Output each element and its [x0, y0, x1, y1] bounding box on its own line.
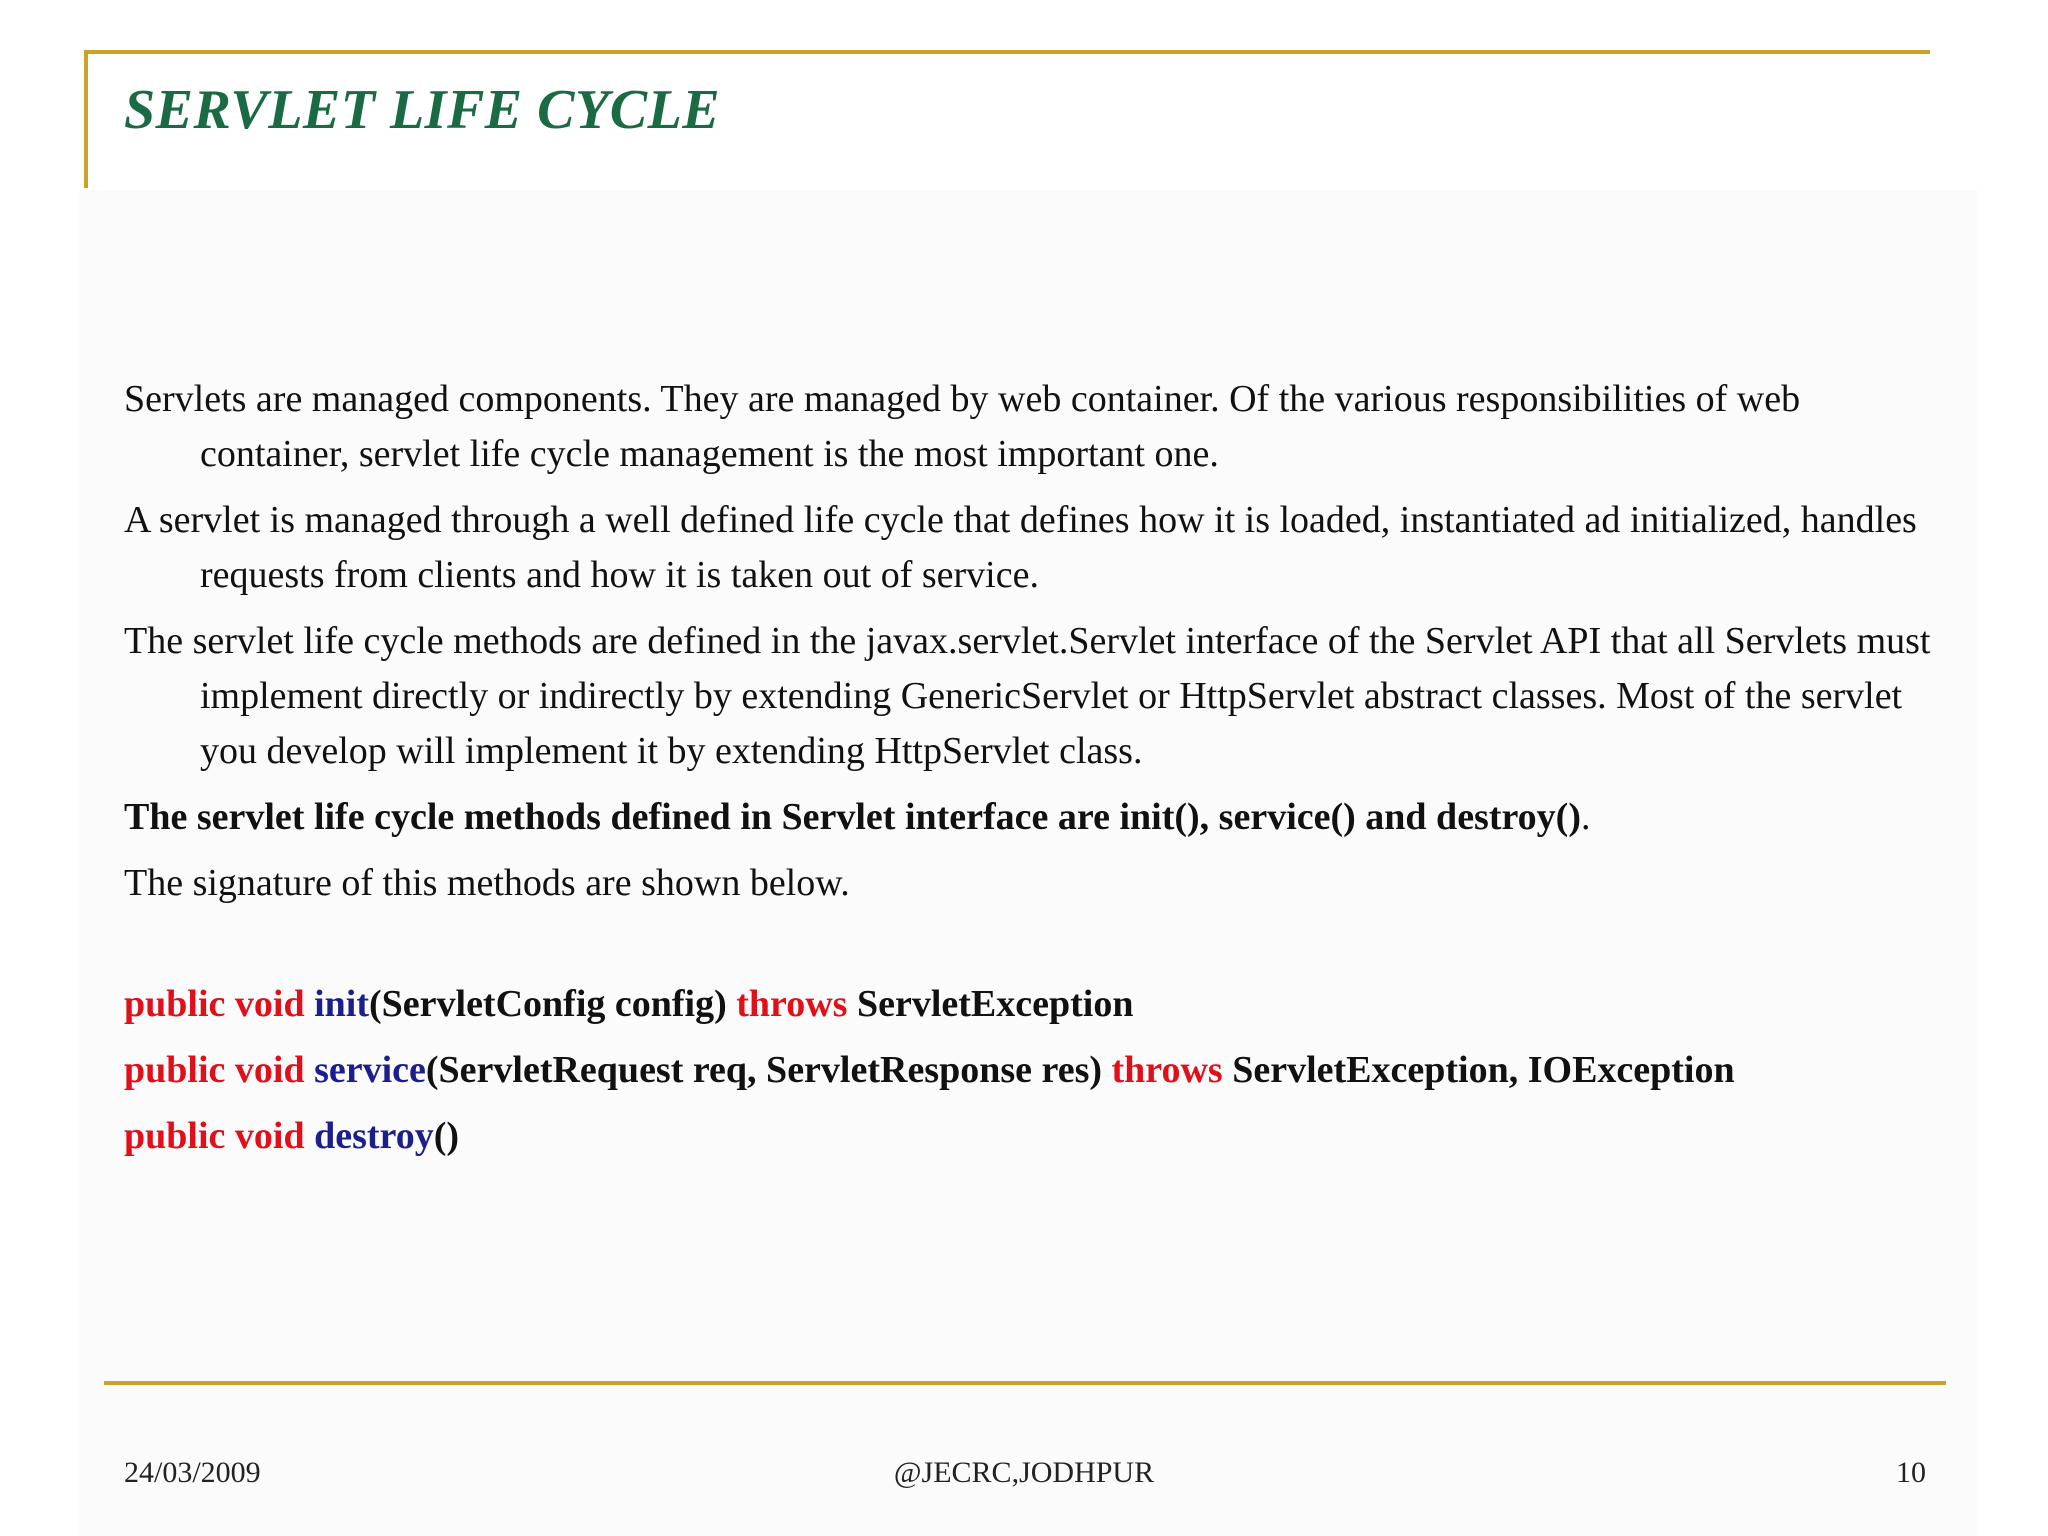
signature-init — [124, 977, 1954, 1032]
footer-page-number: 10 — [1896, 1456, 1926, 1489]
service-modifiers: public void — [124, 1049, 315, 1091]
signature-service — [124, 1043, 1954, 1098]
init-throws-keyword: throws — [736, 983, 848, 1025]
service-params: (ServletRequest req, ServletResponse res) — [425, 1049, 1112, 1091]
init-exceptions: ServletException — [847, 983, 1134, 1025]
destroy-method-name: destroy — [314, 1115, 434, 1157]
service-method-name: service — [314, 1049, 426, 1091]
init-method-name: init — [314, 983, 369, 1025]
paragraph-servlet-interface: The servlet life cycle methods are defined in the javax.servlet.Servlet interface of the Servlet API that all Servlets must implement directly or indirectly by extending GenericServlet or HttpServlet abstract classes. Most of the servlet you develop will implement it by extending HttpServlet class. — [124, 620, 1931, 772]
service-throws-keyword: throws — [1111, 1049, 1223, 1091]
paragraph-life-cycle-methods — [124, 790, 1954, 845]
left-rule — [84, 50, 88, 188]
signature-destroy — [124, 1109, 1954, 1164]
paragraph-managed-components: Servlets are managed components. They are managed by web container. Of the various responsibilities of web container, servlet life cycle management is the most important one. — [124, 378, 1801, 475]
bottom-rule — [104, 1381, 1946, 1385]
top-rule — [84, 50, 1930, 54]
destroy-params: () — [433, 1115, 460, 1157]
spacer — [124, 922, 1954, 977]
life-cycle-methods-text: The servlet life cycle methods defined in Servlet interface are init(), service() and destroy() — [124, 796, 1581, 838]
footer-date: 24/03/2009 — [124, 1456, 261, 1489]
slide-title: SERVLET LIFE CYCLE — [124, 79, 721, 141]
init-params: (ServletConfig config) — [368, 983, 737, 1025]
life-cycle-methods-period: . — [1581, 796, 1591, 838]
service-exceptions: ServletException, IOException — [1222, 1049, 1735, 1091]
init-modifiers: public void — [124, 983, 315, 1025]
destroy-modifiers: public void — [124, 1115, 315, 1157]
paragraph-signatures-intro: The signature of this methods are shown below. — [124, 862, 850, 904]
slide-body — [124, 372, 1954, 1175]
paragraph-life-cycle-definition: A servlet is managed through a well defined life cycle that defines how it is loaded, instantiated ad initialized, handles requests from clients and how it is taken out of service. — [124, 499, 1917, 596]
footer-organization: @JECRC,JODHPUR — [893, 1456, 1155, 1489]
